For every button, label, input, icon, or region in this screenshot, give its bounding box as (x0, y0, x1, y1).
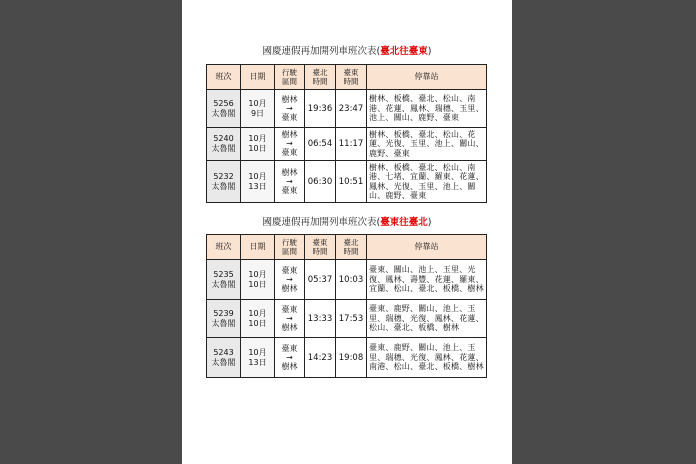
header-stops: 停靠站 (367, 235, 487, 260)
header-route: 行駛 區間 (275, 65, 305, 90)
route-cell: 樹林 → 臺東 (275, 128, 305, 161)
train-cell: 5239 太魯閣 (207, 300, 241, 338)
table-row (207, 161, 487, 203)
departure-cell: 05:37 (305, 260, 336, 300)
timetable-taitung-to-taipei (206, 234, 487, 378)
departure-cell: 13:33 (305, 300, 336, 338)
route-cell: 樹林 → 臺東 (275, 90, 305, 128)
arrival-cell: 10:03 (336, 260, 367, 300)
header-departure: 臺北 時間 (305, 65, 336, 90)
date-cell: 10月 10日 (241, 300, 275, 338)
stops-cell: 樹林、板橋、臺北、松山、南港、七堵、宜蘭、羅東、花蓮、鳳林、光復、玉里、池上、關山、鹿野、臺東 (367, 161, 487, 203)
arrival-cell: 23:47 (336, 90, 367, 128)
header-date: 日期 (241, 65, 275, 90)
departure-cell: 14:23 (305, 338, 336, 378)
train-cell: 5232 太魯閣 (207, 161, 241, 203)
arrival-cell: 19:08 (336, 338, 367, 378)
header-arrival: 臺北 時間 (336, 235, 367, 260)
document-page (182, 0, 512, 464)
table-header-row (207, 65, 487, 90)
header-arrival: 臺東 時間 (336, 65, 367, 90)
route-cell: 樹林 → 臺東 (275, 161, 305, 203)
route-cell: 臺東 → 樹林 (275, 338, 305, 378)
train-cell: 5243 太魯閣 (207, 338, 241, 378)
header-route: 行駛 區間 (275, 235, 305, 260)
stops-cell: 樹林、板橋、臺北、松山、南港、花蓮、鳳林、瑞穗、玉里、池上、關山、鹿野、臺東 (367, 90, 487, 128)
date-cell: 10月 10日 (241, 128, 275, 161)
stops-cell: 臺東、關山、池上、玉里、光復、鳳林、壽豐、花蓮、羅東、宜蘭、松山、臺北、板橋、樹林 (367, 260, 487, 300)
date-cell: 10月 13日 (241, 338, 275, 378)
timetable-taipei-to-taitung (206, 64, 487, 203)
route-cell: 臺東 → 樹林 (275, 300, 305, 338)
table-row (207, 90, 487, 128)
date-cell: 10月 9日 (241, 90, 275, 128)
departure-cell: 06:30 (305, 161, 336, 203)
departure-cell: 19:36 (305, 90, 336, 128)
arrival-cell: 10:51 (336, 161, 367, 203)
header-train: 班次 (207, 65, 241, 90)
date-cell: 10月 13日 (241, 161, 275, 203)
train-cell: 5256 太魯閣 (207, 90, 241, 128)
table-row (207, 260, 487, 300)
header-departure: 臺東 時間 (305, 235, 336, 260)
stops-cell: 樹林、板橋、臺北、松山、花蓮、光復、玉里、池上、關山、鹿野、臺東 (367, 128, 487, 161)
header-date: 日期 (241, 235, 275, 260)
table-row (207, 338, 487, 378)
viewer-background-left (0, 0, 182, 464)
table-header-row (207, 235, 487, 260)
stops-cell: 臺東、鹿野、關山、池上、玉里、瑞穗、光復、鳳林、花蓮、南港、松山、臺北、板橋、樹林 (367, 338, 487, 378)
departure-cell: 06:54 (305, 128, 336, 161)
table-row (207, 300, 487, 338)
train-cell: 5240 太魯閣 (207, 128, 241, 161)
header-stops: 停靠站 (367, 65, 487, 90)
section2-title: 國慶連假再加開列車班次表(臺東往臺北) (262, 217, 432, 228)
table-row (207, 128, 487, 161)
train-cell: 5235 太魯閣 (207, 260, 241, 300)
section1-title: 國慶連假再加開列車班次表(臺北往臺東) (262, 46, 432, 57)
header-train: 班次 (207, 235, 241, 260)
arrival-cell: 11:17 (336, 128, 367, 161)
arrival-cell: 17:53 (336, 300, 367, 338)
stops-cell: 臺東、鹿野、關山、池上、玉里、瑞穗、光復、鳳林、花蓮、松山、臺北、板橋、樹林 (367, 300, 487, 338)
viewer-background-right (512, 0, 696, 464)
date-cell: 10月 10日 (241, 260, 275, 300)
route-cell: 臺東 → 樹林 (275, 260, 305, 300)
